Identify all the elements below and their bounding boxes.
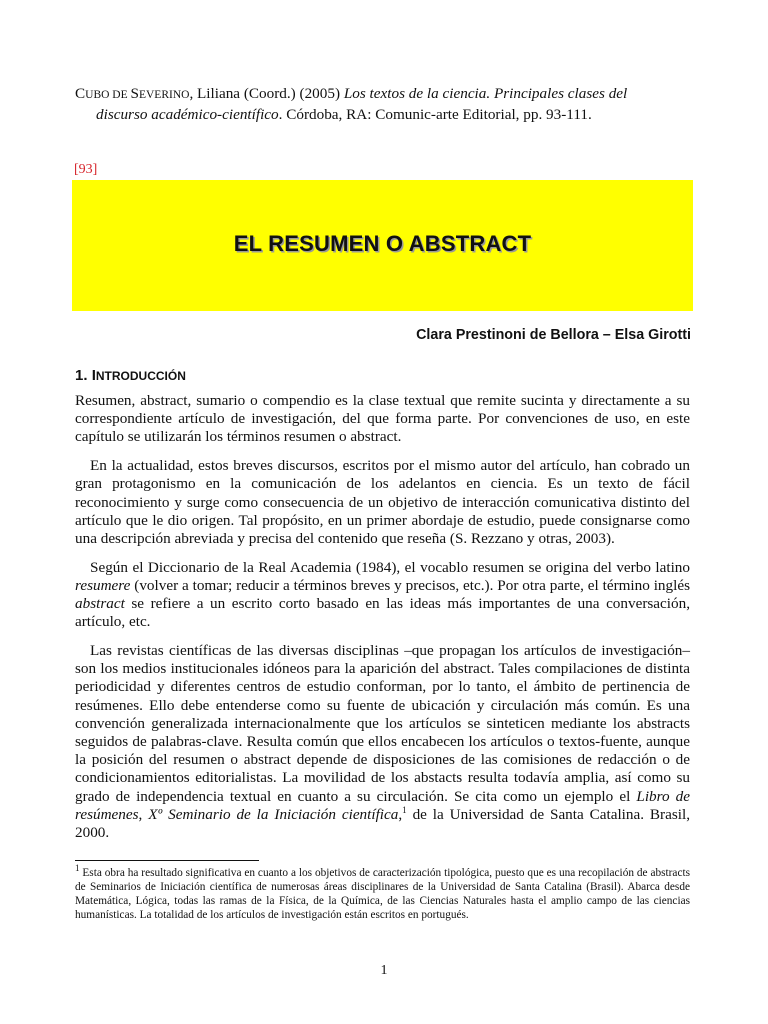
paragraph-1: Resumen, abstract, sumario o compendio es la clase textual que remite sucinta y directamente a su correspondiente artículo de investigación, del que forma parte. Por convenciones de uso, en este capítulo se utilizarán los términos resumen o abstract. <box>75 392 690 446</box>
body-text <box>75 392 690 853</box>
p3-italic-abstract: abstract <box>75 595 125 613</box>
footnote-ref-1[interactable]: 1 <box>402 804 407 815</box>
author-small-2: EVERINO <box>138 89 190 101</box>
paragraph-3 <box>75 559 690 632</box>
footnote-divider <box>75 860 259 861</box>
original-page-marker: [93] <box>74 162 98 177</box>
p4-italic-book: Libro de resúmenes <box>75 787 690 823</box>
title-banner <box>72 180 693 311</box>
citation <box>75 84 695 124</box>
footnote-mark: 1 <box>75 863 80 874</box>
authors-line: Clara Prestinoni de Bellora – Elsa Girotti <box>416 327 691 343</box>
footnote-text: Esta obra ha resultado significativa en cuanto a los objetivos de caracterización tipológica, puesto que es una recopilación de abstracts de Seminarios de Iniciación científica de numerosas áreas disciplinares de la Universidad de Santa Catalina (Brasil). Abarca desde Matemática, Lógica, todas las ramas de la Física, de la Química, de las Ciencias Naturales hasta el amplio campo de las ciencias humanísticas. La totalidad de los artículos de investigación están escritos en portugués. <box>75 867 690 921</box>
citation-book-title: Los textos de la ciencia. Principales clases del <box>343 85 628 102</box>
p4-italic-seminar: Xº Seminario de la Iniciación científica <box>148 805 399 823</box>
citation-publisher: . Córdoba, RA: Comunic-arte Editorial, pp. 93-111. <box>278 106 592 123</box>
p4-text-b: , <box>138 805 149 823</box>
author-cap: C <box>75 85 86 102</box>
section-heading <box>75 367 186 384</box>
paragraph-2: En la actualidad, estos breves discursos, escritos por el mismo autor del artículo, han cobrado un gran protagonismo en la comunicación de los adelantos en ciencia. Es un texto de fácil reconocimiento y surge como consecuencia de un objetivo de interacción comunicativa distinto del artículo que le dio origen. Tal propósito, en un primer abordaje de estudio, puede consignarse como una descripción abreviada y precisa del contenido que reseña (S. Rezzano y otras, 2003). <box>75 457 690 547</box>
p4-text-d: de la Universidad de Santa Catalina. Brasil, 2000. <box>75 805 691 841</box>
paragraph-4 <box>75 642 690 842</box>
citation-line-1 <box>75 84 695 105</box>
chapter-title: EL RESUMEN O ABSTRACT <box>233 231 532 256</box>
citation-book-title-2: discurso académico-científico <box>96 106 279 123</box>
section-number: 1. <box>75 367 92 384</box>
author-cap-2: S <box>130 85 139 102</box>
p3-text-c: se refiere a un escrito corto basado en las ideas más importantes de una conversación, artículo, etc. <box>75 595 690 631</box>
author-small: UBO DE <box>85 89 131 101</box>
section-title-small: NTRODUCCIÓN <box>95 369 186 383</box>
page-number: 1 <box>380 963 388 978</box>
p3-text-b: (volver a tomar; reducir a términos breves y precisos, etc.). Por otra parte, el término inglés <box>130 576 690 594</box>
p3-italic-resumere: resumere <box>75 576 131 594</box>
p4-text-a: Las revistas científicas de las diversas disciplinas –que propagan los artículos de investigación– son los medios institucionales idóneos para la aparición del abstract. Tales compilaciones de distinta periodicidad y diferentes centros de estudio conforman, por lo tanto, el ámbito de pertinencia de resúmenes. Ello debe entenderse como su fuente de ubicación y circulación más común. Es una convención generalizada internacionalmente que los artículos se sinteticen mediante los abstracts seguidos de palabras-clave. Resulta común que ellos encabecen los artículos o textos-fuente, aunque la posición del resumen o abstract depende de disposiciones de las comisiones de redacción o de condicionamientos editorialistas. La movilidad de los abstacts resulta todavía amplia, así como su grado de independencia textual en cuanto a su circulación. Se cita como un ejemplo el <box>75 641 690 805</box>
p4-text-c: , <box>398 805 403 823</box>
citation-author-tail: , Liliana (Coord.) (2005) <box>189 85 344 102</box>
section-first-letter: I <box>91 367 96 384</box>
footnote-1 <box>75 863 690 922</box>
p3-text-a: Según el Diccionario de la Real Academia (1984), el vocablo resumen se origina del verbo latino <box>90 558 690 576</box>
citation-line-2 <box>75 105 695 124</box>
